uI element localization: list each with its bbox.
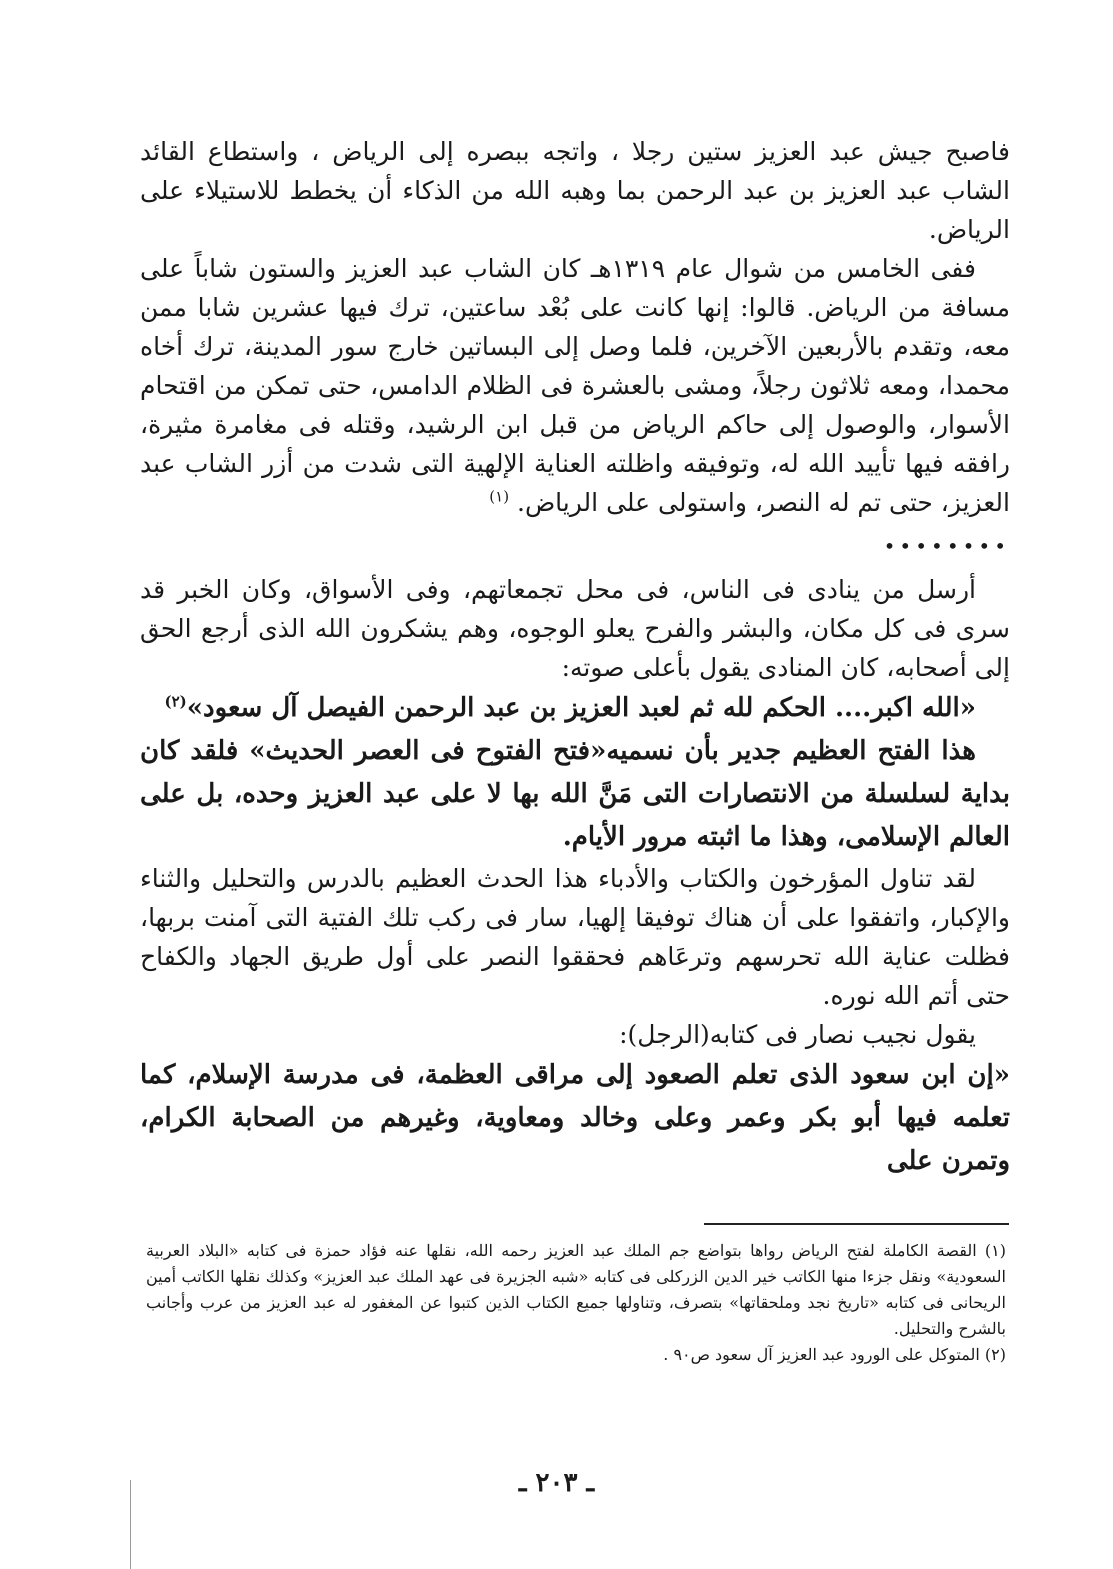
footnote-ref-1: (١)	[489, 487, 510, 506]
paragraph-3: أرسل من ينادى فى الناس، فى محل تجمعاتهم، وفى الأسواق، وكان الخبر قد سرى فى كل مكان، والبشر والفرح يعلو الوجوه، وهم يشكرون الله الذى أرجع الحق إلى أصحابه، كان المنادى يقول بأعلى صوته:	[140, 575, 1010, 682]
quote-1	[140, 687, 1010, 730]
footnote-ref-2: (٢)	[164, 692, 187, 711]
paragraph-6: يقول نجيب نصار فى كتابه(الرجل):	[619, 1020, 976, 1049]
paragraph-2	[140, 249, 1010, 522]
footnotes	[146, 1238, 1006, 1368]
page-number: ـ ٢٠٣ ـ	[518, 1468, 595, 1498]
paragraph-2-text: ففى الخامس من شوال عام ١٣١٩هـ كان الشاب عبد العزيز والستون شاباً على مسافة من الرياض. قالوا: إنها كانت على بُعْد ساعتين، ترك فيها عشرين شابا ممن معه، وتقدم بالأربعين الآخرين، فلما وصل إلى البساتين خارج سور المدينة، ترك أخاه محمدا، ومعه ثلاثون رجلاً، ومشى بالعشرة فى الظلام الدامس، حتى تمكن من اقتحام الأسوار، والوصول إلى حاكم الرياض من قبل ابن الرشيد، وقتله فى مغامرة مثيرة، رافقه فيها تأييد الله له، وتوفيقه واظلته العناية الإلهية التى شدت من أزر الشاب عبد العزيز، حتى تم له النصر، واستولى على الرياض.	[140, 254, 1010, 517]
scan-margin-line	[130, 1480, 131, 1569]
quote-1-text: «الله اكبر.... الحكم لله ثم لعبد العزيز بن عبد الرحمن الفيصل آل سعود»	[186, 693, 976, 723]
paragraph-4: هذا الفتح العظيم جدير بأن نسميه«فتح الفتوح فى العصر الحديث» فلقد كان بداية لسلسلة من الانتصارات التى مَنَّ الله بها لا على عبد العزيز وحده، بل على العالم الإسلامى، وهذا ما اثبته مرور الأيام.	[140, 736, 1010, 852]
quote-2: «إن ابن سعود الذى تعلم الصعود إلى مراقى العظمة، فى مدرسة الإسلام، كما تعلمه فيها أبو بكر وعمر وعلى وخالد ومعاوية، وغيرهم من الصحابة الكرام، وتمرن على	[140, 1060, 1010, 1176]
main-text	[140, 132, 1010, 1183]
paragraph-1: فاصبح جيش عبد العزيز ستين رجلا ، واتجه ببصره إلى الرياض ، واستطاع القائد الشاب عبد العزيز بن عبد الرحمن بما وهبه الله من الذكاء أن يخطط للاستيلاء على الرياض.	[140, 137, 1010, 244]
footnote-divider	[704, 1223, 1009, 1225]
paragraph-5: لقد تناول المؤرخون والكتاب والأدباء هذا الحدث العظيم بالدرس والتحليل والثناء والإكبار، واتفقوا على أن هناك توفيقا إلهيا، سار فى ركب تلك الفتية التى آمنت بربها، فظلت عناية الله تحرسهم وترعَاهم فحققوا النصر على أول طريق الجهاد والكفاح حتى أتم الله نوره.	[140, 864, 1010, 1010]
footnote-1: (١) القصة الكاملة لفتح الرياض رواها بتواضع جم الملك عبد العزيز رحمه الله، نقلها عنه فؤاد حمزة فى كتابه «البلاد العربية السعودية» ونقل جزءا منها الكاتب خير الدين الزركلى فى كتابه «شبه الجزيرة فى عهد الملك عبد العزيز» وكذلك نقلها الكاتب أمين الريحانى فى كتابه «تاريخ نجد وملحقاتها» بتصرف، وتناولها جميع الكتاب الذين كتبوا عن المغفور له عبد العزيز من عرب وأجانب بالشرح والتحليل.	[146, 1241, 1006, 1338]
section-separator: ••••••••	[883, 534, 1010, 558]
footnote-2: (٢) المتوكل على الورود عبد العزيز آل سعود ص٩٠ .	[663, 1345, 1006, 1364]
